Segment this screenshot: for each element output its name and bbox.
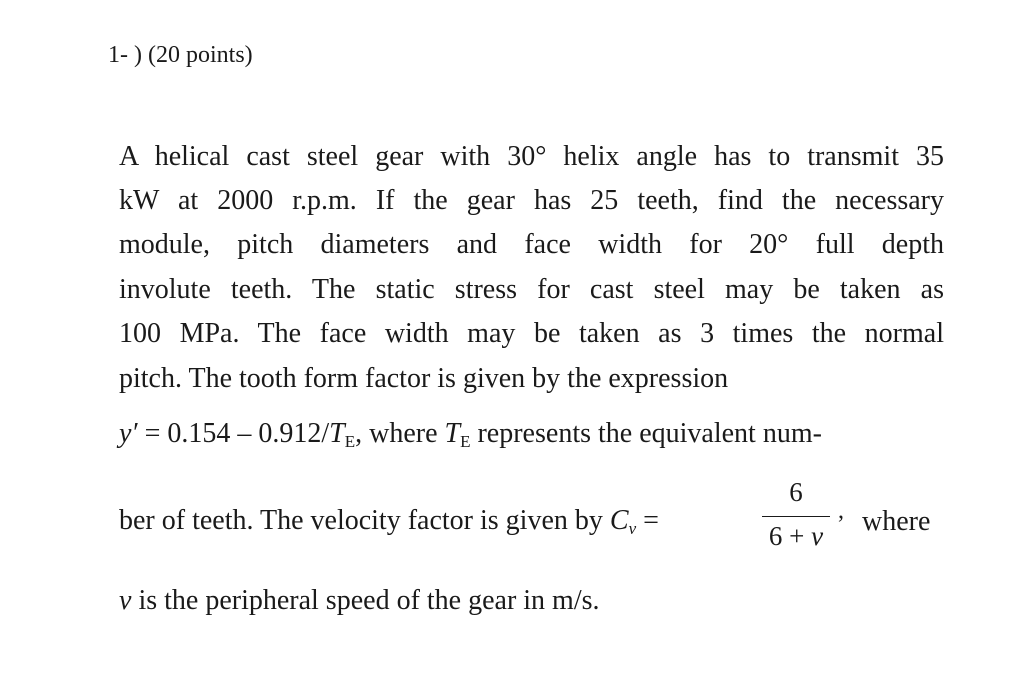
formula-line xyxy=(119,417,944,451)
fraction-comma: , xyxy=(838,498,844,524)
fraction-bar xyxy=(762,516,830,517)
fraction-denominator xyxy=(760,520,832,552)
subscript-E: E xyxy=(344,432,356,451)
velocity-equals: = xyxy=(636,505,659,536)
body-line-3: module, pitch diameters and face width for 20° full depth xyxy=(119,229,944,260)
var-y-prime: y′ xyxy=(119,418,138,449)
subscript-E-2: E xyxy=(460,432,471,451)
var-T-2: T xyxy=(444,418,461,449)
body-line-4: involute teeth. The static stress for cast steel may be taken as xyxy=(119,274,944,305)
question-heading: 1- ) (20 points) xyxy=(108,42,253,68)
last-line xyxy=(119,584,944,618)
var-T: T xyxy=(329,418,345,449)
denominator-var: v xyxy=(811,521,824,551)
formula-text: = 0.154 – 0.912/ xyxy=(137,418,330,449)
subscript-v: v xyxy=(628,519,637,538)
last-line-text: is the peripheral speed of the gear in m/s. xyxy=(131,585,600,616)
denominator-prefix: 6 + xyxy=(768,521,812,551)
velocity-text: ber of teeth. The velocity factor is given by xyxy=(119,505,610,536)
body-line-1: A helical cast steel gear with 30° helix angle has to transmit 35 xyxy=(119,141,944,172)
var-v: v xyxy=(119,585,132,616)
body-line-6: pitch. The tooth form factor is given by the expression xyxy=(119,363,729,394)
fraction-numerator: 6 xyxy=(789,477,803,507)
velocity-line xyxy=(119,504,759,538)
formula-rest: represents the equivalent num- xyxy=(470,418,822,449)
var-C: C xyxy=(609,505,629,536)
body-line-5: 100 MPa. The face width may be taken as 3 times the normal xyxy=(119,318,944,349)
formula-where: , where xyxy=(355,418,445,449)
where-word: where xyxy=(862,506,931,537)
body-line-2: kW at 2000 r.p.m. If the gear has 25 teeth, find the necessary xyxy=(119,185,944,216)
